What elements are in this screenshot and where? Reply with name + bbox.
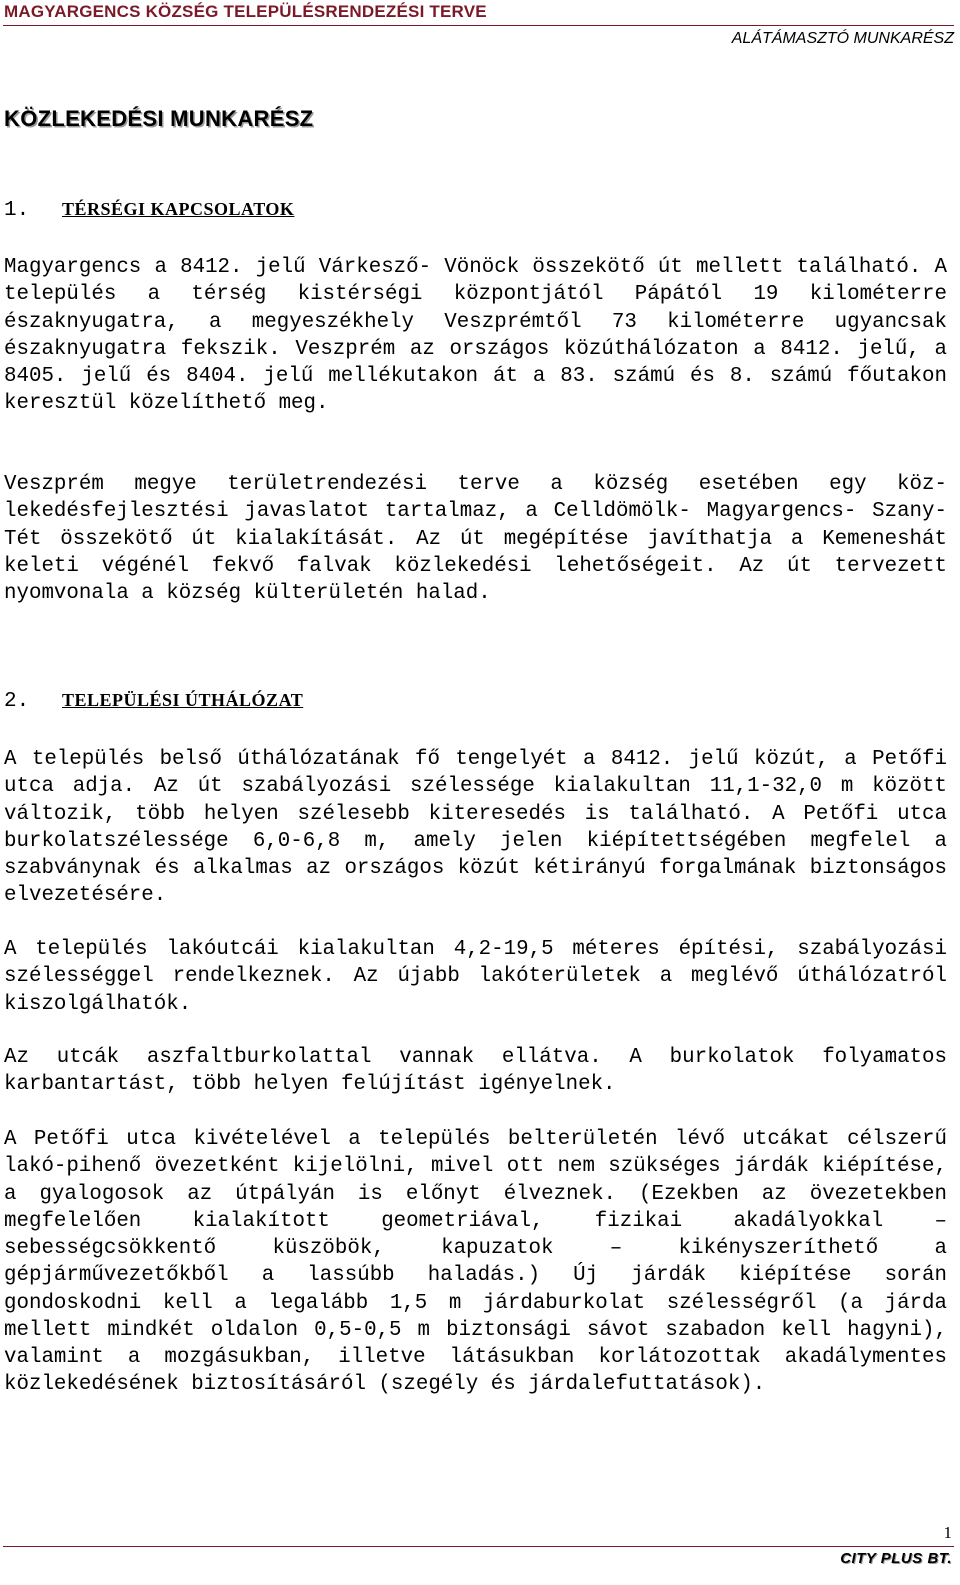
paragraph: Veszprém megye területrendezési terve a község esetében egy közlekedésfejlesztési javaslatot tartalmaz, a Celldömölk- Magyargencs- Szany- Tét összekötő út kialakítását. Az út megépítése javíthatja a Kemeneshát keleti végénél fekvő falvak közlekedési lehetőségeit. Az út tervezett nyomvonala a község külterületén halad. (4, 473, 947, 605)
paragraph: A Petőfi utca kivételével a település belterületén lévő utcákat célszerű lakó-pihenő övezetként kijelölni, mivel ott nem szükséges járdák kiépítése, a gyalogosok az útpályán is előnyt élveznek. (Ezekben az övezetekben megfelelően kialakított geometriával, fizikai akadályokkal – sebességcsökkentő küszöbök, kapuzatok – kikényszeríthető a gépjárművezetőkből a lassúbb haladás.) Új járdák kiépítése során gondoskodni kell a legalább 1,5 m járdaburkolat szélességről (a járda mellett mindkét oldalon 0,5-0,5 m biztonsági sávot szabadon kell hagyni), valamint a mozgásukban, illetve látásukban korlátozottak akadálymentes közlekedésének biztosításáról (szegély és járdalefuttatások). (4, 1128, 947, 1397)
heading-number: 1. (4, 199, 30, 222)
footer-divider (3, 1546, 954, 1547)
document-subtitle: ALÁTÁMASZTÓ MUNKARÉSZ (731, 30, 954, 47)
paragraph: Magyargencs a 8412. jelű Várkesző- Vönöck összekötő út mellett található. A település a térség kistérségi központjától Pápától 19 kilométerre északnyugatra, a megyeszékhely Veszprémtől 73 kilométerre ugyancsak északnyugatra fekszik. Veszprém az országos közúthálózaton a 8412. jelű, a 8405. jelű és 8404. jelű mellékutakon át a 83. számú és 8. számú főutakon keresztül közelíthető meg. (4, 256, 947, 416)
heading-text: TÉRSÉGI KAPCSOLATOK (62, 199, 295, 219)
section-title: KÖZLEKEDÉSI MUNKARÉSZ (4, 106, 314, 131)
paragraph: A település lakóutcái kialakultan 4,2-19,5 méteres építési, szabályozási szélességgel rendelkeznek. Az újabb lakóterületek a meglévő úthálózatról kiszolgálhatók. (4, 938, 947, 1016)
company-logo-text: CITY PLUS BT. (840, 1550, 952, 1567)
paragraph: Az utcák aszfaltburkolattal vannak ellátva. A burkolatok folyamatos karbantartást, több helyen felújítást igényelnek. (4, 1046, 947, 1097)
header-divider (3, 25, 954, 26)
page-number: 1 (943, 1523, 952, 1542)
heading-2 (4, 690, 303, 713)
heading-number: 2. (4, 690, 30, 713)
paragraph: A település belső úthálózatának fő tengelyét a 8412. jelű közút, a Petőfi utca adja. Az út szabályozási szélessége kialakultan 11,1-32,0 m között változik, több helyen szélesebb kiteresedés is található. A Petőfi utca burkolatszélessége 6,0-6,8 m, amely jelen kiépítettségében megfelel a szabványnak és alkalmas az országos közút kétirányú forgalmának biztonságos elvezetésére. (4, 748, 947, 908)
heading-text: TELEPÜLÉSI ÚTHÁLÓZAT (62, 690, 304, 710)
document-title: MAGYARGENCS KÖZSÉG TELEPÜLÉSRENDEZÉSI TERVE (4, 2, 487, 21)
heading-1 (4, 199, 294, 222)
